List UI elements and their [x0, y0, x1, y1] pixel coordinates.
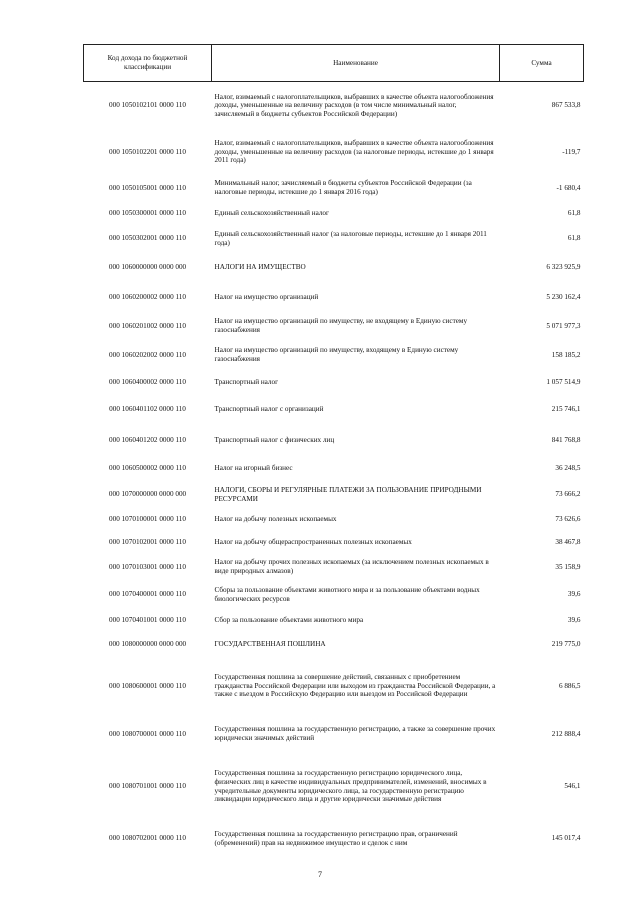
row-name: Единый сельскохозяйственный налог (за налоговые периоды, истекшие до 1 января 2011 года) — [214, 229, 487, 247]
row-sum: 1 057 514,9 — [546, 377, 581, 386]
row-code: 000 1060401202 0000 110 — [109, 435, 186, 444]
row-name: Налог на добычу общераспространенных полезных ископаемых — [214, 537, 412, 546]
page-number: 7 — [318, 870, 322, 879]
row-sum: 36 248,5 — [555, 464, 581, 473]
header-sum: Сумма — [500, 45, 584, 82]
row-code: 000 1060500002 0000 110 — [109, 464, 186, 473]
row-code: 000 1080700001 0000 110 — [109, 729, 186, 738]
row-name: Минимальный налог, зачисляемый в бюджеты субъектов Российской Федерации (за налоговые периоды, истекшие до 1 января 2016 года) — [214, 179, 472, 196]
row-sum: -1 680,4 — [556, 183, 581, 192]
table-row — [84, 425, 584, 456]
row-name: ГОСУДАРСТВЕННАЯ ПОШЛИНА — [214, 640, 326, 649]
header-name: Наименование — [212, 45, 500, 82]
row-sum: 215 746,1 — [551, 405, 581, 414]
row-sum: 5 230 162,4 — [546, 292, 581, 301]
table-header-row — [84, 45, 584, 82]
row-code: 000 1080000000 0000 000 — [108, 640, 187, 649]
row-sum: 158 185,2 — [551, 350, 581, 359]
row-sum: 6 886,5 — [558, 681, 581, 690]
row-code: 000 1050302001 0000 110 — [109, 234, 186, 243]
row-sum: 61,8 — [567, 234, 581, 243]
row-name: Налог на имущество организаций по имуществу, входящему в Единую систему газоснабжения — [214, 346, 459, 363]
table-row — [84, 283, 584, 312]
row-name: Транспортный налог с физических лиц — [214, 435, 335, 444]
table-row — [84, 821, 584, 857]
table-row — [84, 633, 584, 657]
table-row — [84, 226, 584, 252]
row-code: 000 1050105001 0000 110 — [109, 183, 186, 192]
row-name: Налог, взимаемый с налогоплательщиков, выбравших в качестве объекта налогообложения доходы, уменьшенные на величину расходов (за налоговые периоды, истекшие до 1 января 2011 года) — [214, 139, 494, 165]
row-code: 000 1060201002 0000 110 — [109, 321, 186, 330]
table-row — [84, 370, 584, 395]
table-row — [84, 312, 584, 341]
row-code: 000 1070103001 0000 110 — [109, 562, 186, 571]
row-sum: 841 768,8 — [551, 435, 581, 444]
row-sum: 867 533,8 — [551, 101, 581, 110]
row-code: 000 1060202002 0000 110 — [109, 350, 186, 359]
row-name: Транспортный налог с организаций — [214, 405, 324, 414]
table-row — [84, 753, 584, 821]
row-name: Налог на имущество организаций по имуществу, не входящему в Единую систему газоснабжения — [214, 317, 468, 334]
row-sum: 38 467,8 — [555, 537, 581, 546]
row-name: Государственная пошлина за государственную регистрацию прав, ограничений (обременений) прав на недвижимое имущество и сделок с ним — [214, 829, 458, 847]
row-sum: 73 666,2 — [555, 490, 581, 499]
table-row — [84, 581, 584, 609]
row-sum: 5 071 977,3 — [546, 321, 581, 330]
table-row — [84, 252, 584, 283]
row-name: Транспортный налог — [214, 377, 279, 386]
table-row — [84, 395, 584, 425]
row-code: 000 1070102001 0000 110 — [109, 537, 186, 546]
row-code: 000 1060400002 0000 110 — [109, 377, 186, 386]
table-row — [84, 175, 584, 202]
row-name: Налог на имущество организаций — [214, 292, 319, 301]
row-code: 000 1060200002 0000 110 — [109, 292, 186, 301]
row-code: 000 1050102101 0000 110 — [109, 101, 186, 110]
row-name: Налог на добычу прочих полезных ископаемых (за исключением полезных ископаемых в виде природных алмазов) — [214, 558, 489, 575]
row-sum: 35 158,9 — [555, 562, 581, 571]
table-row — [84, 508, 584, 531]
row-name: Государственная пошлина за государственную регистрацию, а также за совершение прочих юридически значимых действий — [214, 725, 496, 742]
row-sum: 219 775,0 — [551, 640, 581, 649]
row-sum: 546,1 — [564, 782, 581, 791]
row-name: Налог, взимаемый с налогоплательщиков, выбравших в качестве объекта налогообложения доходы, уменьшенные на величину расходов (в том числе минимальный налог, зачисляемый в бюджеты субъектов Российской Федерации) — [214, 92, 494, 119]
row-code: 000 1050300001 0000 110 — [109, 209, 186, 218]
row-name: Сборы за пользование объектами животного мира и за пользование объектами водных биологических ресурсов — [214, 585, 480, 603]
row-code: 000 1060401102 0000 110 — [109, 405, 186, 414]
header-code: Код дохода по бюджетной классификации — [84, 45, 212, 82]
table-row — [84, 456, 584, 482]
row-code: 000 1070400001 0000 110 — [109, 590, 186, 599]
table-row — [84, 341, 584, 370]
row-name: Налог на добычу полезных ископаемых — [214, 514, 337, 523]
row-name: Государственная пошлина за государственную регистрацию юридического лица, физических лиц в качестве индивидуальных предпринимателей, изменений, вносимых в учредительные документы юридического лица, за государственную регистрацию ликвидации юридического лица и другие юридически значимые действия — [214, 769, 487, 804]
row-code: 000 1070000000 0000 000 — [108, 490, 187, 499]
row-code: 000 1060000000 0000 000 — [108, 262, 187, 271]
row-sum: 39,6 — [567, 590, 581, 599]
row-name: НАЛОГИ НА ИМУЩЕСТВО — [214, 262, 306, 271]
row-sum: -119,7 — [562, 147, 581, 156]
table-row — [84, 609, 584, 633]
table-row — [84, 202, 584, 226]
row-code: 000 1050102201 0000 110 — [109, 147, 186, 156]
table-row — [84, 531, 584, 554]
row-name: Налог на игорный бизнес — [214, 464, 293, 473]
table-row — [84, 82, 584, 130]
table-row — [84, 554, 584, 581]
row-sum: 212 888,4 — [551, 729, 581, 738]
row-sum: 61,8 — [567, 209, 581, 218]
row-sum: 6 323 925,9 — [546, 262, 581, 271]
row-sum: 39,6 — [567, 616, 581, 625]
row-name: Единый сельскохозяйственный налог — [214, 209, 329, 218]
row-code: 000 1080702001 0000 110 — [109, 834, 186, 843]
row-sum: 73 626,6 — [555, 514, 581, 523]
budget-income-table — [83, 44, 584, 857]
row-name: Государственная пошлина за совершение действий, связанных с приобретением гражданства Российской Федерации или выходом из гражданства Российской Федерации, а также с въездом в Российскую Федерацию или выездом из Российской Федерации — [214, 673, 496, 699]
table-row — [84, 657, 584, 716]
row-sum: 145 017,4 — [551, 834, 581, 843]
table-row — [84, 716, 584, 753]
table-row — [84, 130, 584, 175]
row-name: НАЛОГИ, СБОРЫ И РЕГУЛЯРНЫЕ ПЛАТЕЖИ ЗА ПОЛЬЗОВАНИЕ ПРИРОДНЫМИ РЕСУРСАМИ — [214, 485, 482, 503]
table-row — [84, 482, 584, 508]
row-code: 000 1080600001 0000 110 — [109, 681, 186, 690]
budget-page — [83, 44, 583, 857]
row-name: Сбор за пользование объектами животного мира — [214, 616, 364, 625]
row-code: 000 1080701001 0000 110 — [109, 782, 186, 791]
row-code: 000 1070100001 0000 110 — [109, 514, 186, 523]
row-code: 000 1070401001 0000 110 — [109, 616, 186, 625]
